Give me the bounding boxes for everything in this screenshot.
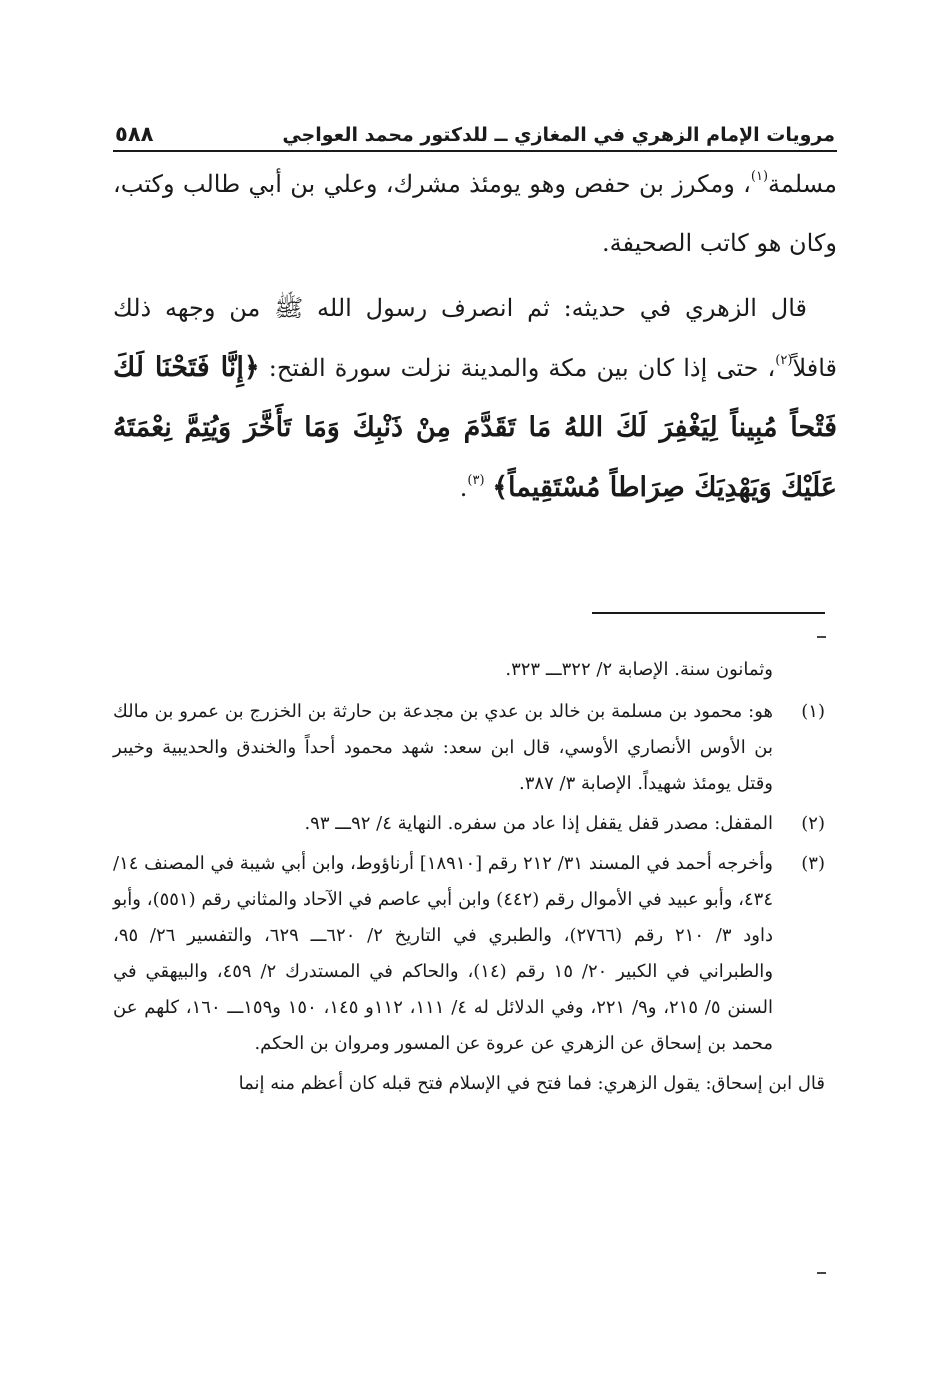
paragraph-1 xyxy=(113,155,837,273)
paragraph-2-end: . xyxy=(459,474,468,502)
footnote-continuation: وثمانون سنة. الإصابة ٢/ ٣٢٢ـــ ٣٢٣. xyxy=(505,659,773,680)
page-number: ٥٨٨ xyxy=(115,122,154,146)
footnote-number: (٢) xyxy=(801,813,825,834)
footnote-text: وأخرجه أحمد في المسند ٣١/ ٢١٢ رقم [١٨٩١٠] أرناؤوط، وابن أبي شيبة في المصنف ١٤/ ٤٣٤، وأبو عبيد في الأموال رقم (٤٤٢) وابن أبي عاصم في الآحاد والمثاني رقم (٥٥١)، وأبو داود ٣/ ٢١٠ رقم (٢٧٦٦)، والطبري في التاريخ ٢/ ٦٢٠ـــ ٦٢٩، والتفسير ٢٦/ ٩٥، والطبراني في الكبير ٢٠/ ١٥ رقم (١٤)، والحاكم في المستدرك ٢/ ٤٥٩، والبيهقي في السنن ٥/ ٢١٥، و٩/ ٢٢١، وفي الدلائل له ٤/ ١١١، ١١٢و ١٤٥، ١٥٠ و١٥٩ـــ ١٦٠، كلهم عن محمد بن إسحاق عن الزهري عن عروة عن المسور ومروان بن الحكم. xyxy=(113,853,774,1054)
quran-verse: ﴿إِنَّا فَتَحْنَا لَكَ فَتْحاً مُبِيناً لِيَغْفِرَ لَكَ اللهُ مَا تَقَدَّمَ مِنْ ذَنْبِكَ وَمَا تَأَخَّرَ وَيُتِمَّ نِعْمَتَهُ عَلَيْكَ وَيَهْدِيَكَ صِرَاطاً مُسْتَقِيماً﴾ xyxy=(113,352,837,503)
footnote-number: (٣) xyxy=(801,853,825,874)
footnote-ref-1: (١) xyxy=(750,169,769,184)
footnote-text: المقفل: مصدر قفل يقفل إذا عاد من سفره. النهاية ٤/ ٩٢ـــ ٩٣. xyxy=(304,813,773,834)
footnote-separator xyxy=(592,612,825,614)
header-rule xyxy=(113,150,837,152)
footnote-trailing-text: قال ابن إسحاق: يقول الزهري: فما فتح في الإسلام فتح قبله كان أعظم منه إنما xyxy=(238,1073,825,1094)
footnote-ref-3: (٣) xyxy=(467,473,485,488)
footnote-1 xyxy=(113,694,825,802)
footnote-ref-2: (٢) xyxy=(775,353,793,368)
footnote-2 xyxy=(113,806,825,842)
footnote-mark-top xyxy=(817,636,826,638)
header-title: مرويات الإمام الزهري في المغازي ــ للدكتور محمد العواجي xyxy=(282,124,835,146)
paragraph-1-rest: ، ومكرز بن حفص وهو يومئذ مشرك، وعلي بن أبي طالب وكتب، وكان هو كاتب الصحيفة. xyxy=(113,170,837,257)
paragraph-2-start: قال الزهري في حديثه: ثم انصرف رسول الله ﷺ من وجهه ذلك قافلاً xyxy=(113,294,838,382)
paragraph-2-middle: ، حتى إذا كان بين مكة والمدينة نزلت سورة الفتح: xyxy=(268,354,776,382)
footnote-3 xyxy=(113,846,825,1062)
footnotes xyxy=(113,652,825,1102)
paragraph-2 xyxy=(113,279,837,518)
running-header xyxy=(115,108,835,146)
footnote-text: هو: محمود بن مسلمة بن خالد بن عدي بن مجدعة بن حارثة بن الخزرج بن عمرو بن مالك بن الأوس الأنصاري الأوسي، قال ابن سعد: شهد محمود أحداً والخندق والحديبية وخيبر وقتل يومئذ شهيداً. الإصابة ٣/ ٣٨٧. xyxy=(113,701,773,794)
footnote-number: (١) xyxy=(801,701,825,722)
main-text xyxy=(113,155,837,518)
footnote-mark-bottom xyxy=(817,1272,826,1274)
paragraph-1-start: مسلمة xyxy=(768,170,837,198)
